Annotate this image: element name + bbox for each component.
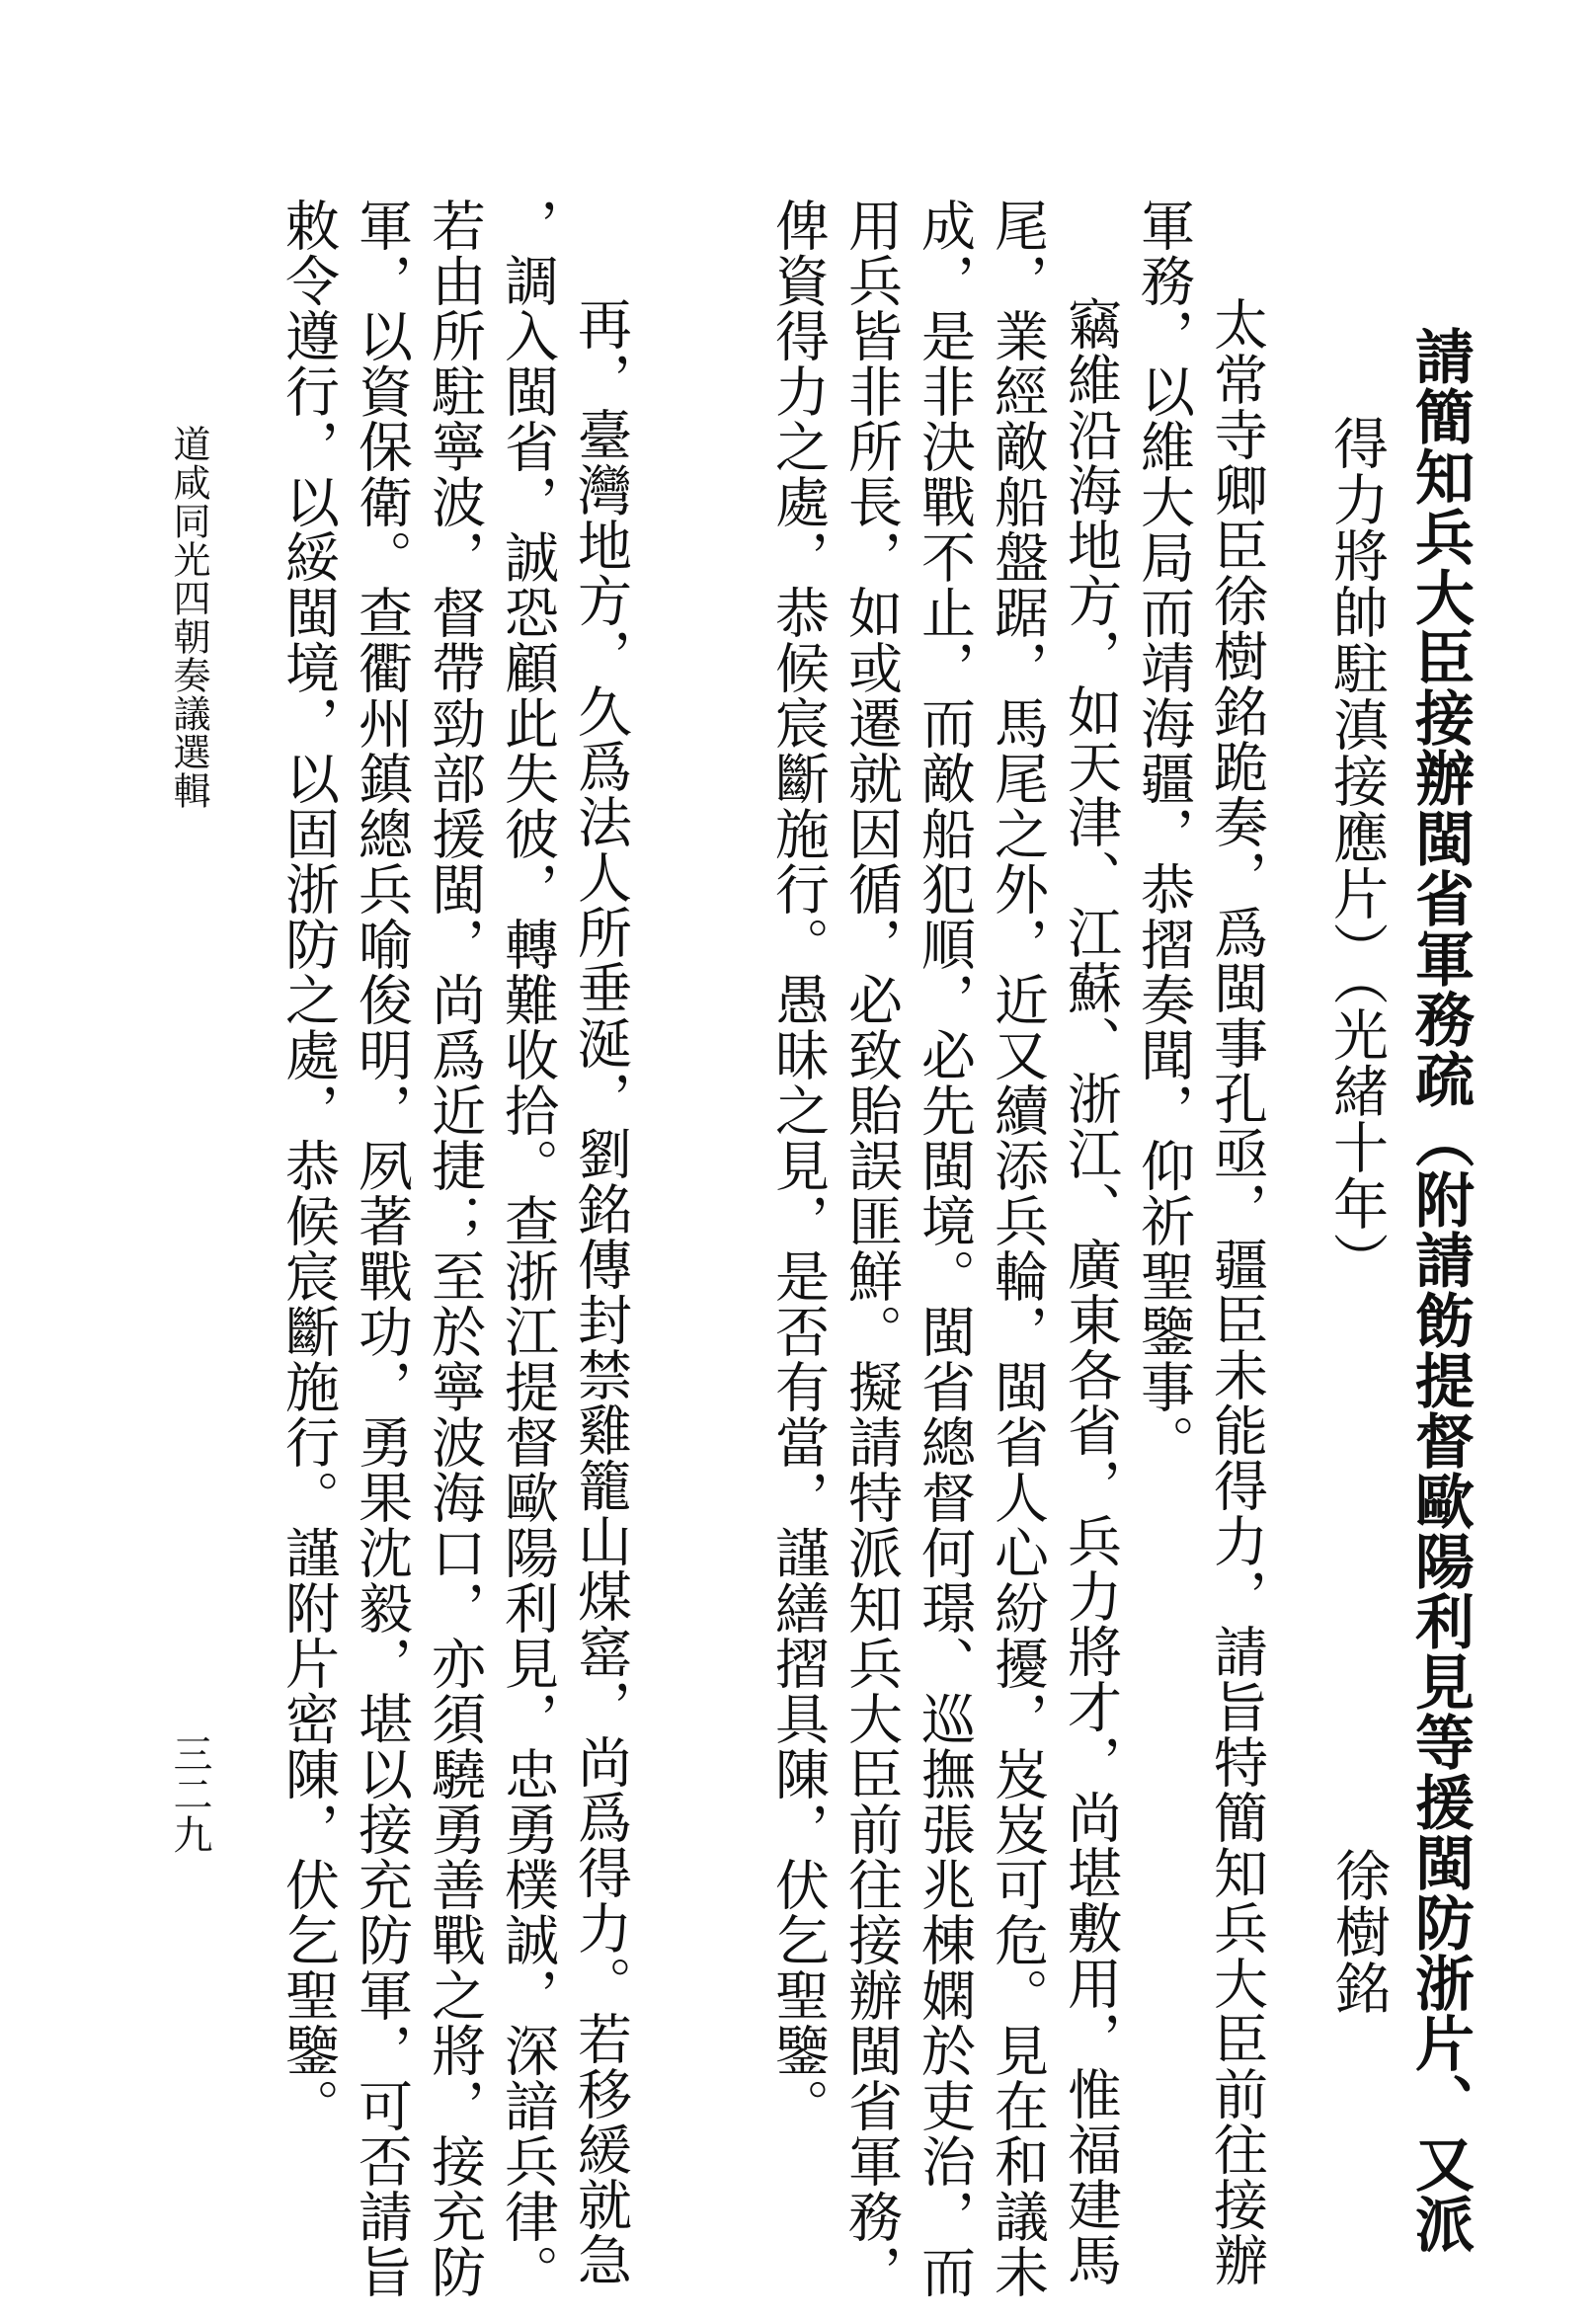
supplement-column-3: 若由所駐寧波，督帶勁部援閩，尚爲近捷；至於寧波海口，亦須驍勇善戰之將，接充防 bbox=[423, 198, 486, 2299]
body-column-3: 竊維沿海地方，如天津、江蘇、浙江、廣東各省，兵力將才，尚堪敷用，惟福建馬 bbox=[1059, 296, 1122, 2287]
body-column-6: 用兵皆非所長，如或遷就因循，必致貽誤匪鮮。擬請特派知兵大臣前往接辦閩省軍務， bbox=[839, 198, 903, 2299]
running-footer-title: 道咸同光四朝奏議選輯 bbox=[167, 425, 210, 810]
body-column-4: 尾，業經敵船盤踞，馬尾之外，近又續添兵輪，閩省人心紛擾，岌岌可危。見在和議未 bbox=[986, 198, 1049, 2299]
body-column-5: 成，是非決戰不止，而敵船犯順，必先閩境。閩省總督何璟、巡撫張兆棟嫻於吏治，而 bbox=[913, 198, 976, 2299]
supplement-column-5: 敕令遵行，以綏閩境，以固浙防之處，恭候宸斷施行。謹附片密陳，伏乞聖鑒。 bbox=[277, 198, 340, 2133]
body-column-7: 俾資得力之處，恭候宸斷施行。愚昧之見，是否有當，謹繕摺具陳，伏乞聖鑒。 bbox=[766, 198, 830, 2133]
supplement-column-1: 再，臺灣地方，久爲法人所垂涎，劉銘傳封禁雞籠山煤窰，尚爲得力。若移緩就急 bbox=[569, 296, 632, 2287]
author-name: 徐樹銘 bbox=[1326, 1847, 1391, 2016]
memorial-title-continuation: 得力將帥駐滇接應片）（光緒十年） bbox=[1324, 415, 1389, 1288]
body-column-2: 軍務，以維大局而靖海疆，恭摺奏聞，仰祈聖鑒事。 bbox=[1132, 198, 1195, 1470]
memorial-title: 請簡知兵大臣接辦閩省軍務疏（附請飭提督歐陽利見等援閩防浙片、又派 bbox=[1405, 326, 1475, 2254]
body-column-1: 太常寺卿臣徐樹銘跪奏，爲閩事孔亟，疆臣未能得力，請旨特簡知兵大臣前往接辦 bbox=[1205, 296, 1268, 2287]
supplement-column-2: ，調入閩省，誠恐顧此失彼，轉難收拾。查浙江提督歐陽利見，忠勇樸誠，深諳兵律。 bbox=[496, 198, 559, 2299]
page-number: 三二九 bbox=[167, 1733, 212, 1855]
supplement-column-4: 軍，以資保衛。查衢州鎮總兵喻俊明，夙著戰功，勇果沈毅，堪以接充防軍，可否請旨 bbox=[350, 198, 413, 2299]
